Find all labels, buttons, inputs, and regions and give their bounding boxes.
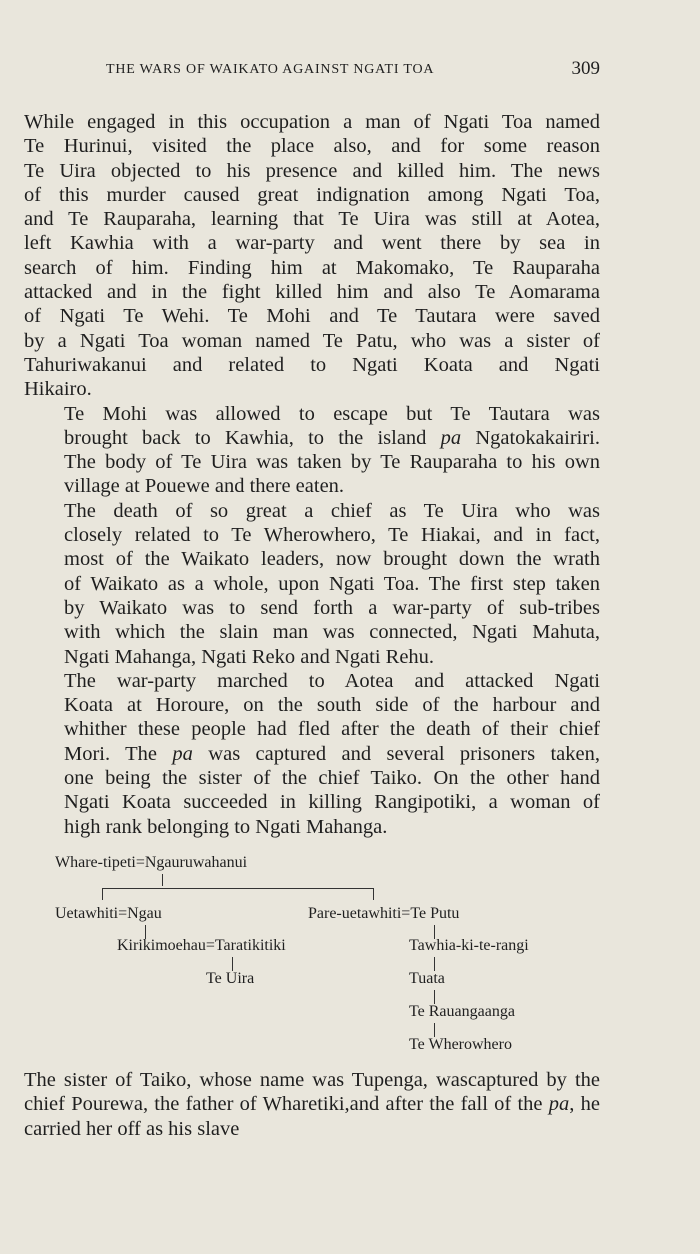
italic-term: pa	[440, 426, 462, 449]
page-number: 309	[571, 58, 600, 79]
text-line: While engaged in this occupation a man of Ngati Toa named	[24, 111, 600, 133]
text-line: Hikairo.	[24, 378, 92, 401]
text-line: attacked and in the fight killed him and also Te Aomarama	[24, 281, 600, 304]
closing-paragraph	[24, 1068, 600, 1141]
italic-term: pa	[172, 742, 193, 765]
running-head: THE WARS OF WAIKATO AGAINST NGATI TOA	[106, 62, 435, 77]
genealogy-right-couple: Pare-uetawhiti=Te Putu	[308, 905, 460, 922]
text-line: by a Ngati Toa woman named Te Patu, who was a sister of	[24, 329, 600, 352]
text-line: most of the Waikato leaders, now brought down the wrath	[64, 548, 600, 571]
text-line: Te Hurinui, visited the place also, and for some reason	[24, 135, 600, 158]
body-text	[24, 110, 600, 839]
text-line: one being the sister of the chief Taiko. On the other hand	[64, 767, 600, 790]
paragraph	[24, 499, 600, 669]
paragraph	[24, 402, 600, 499]
text-line: left Kawhia with a war-party and went there by sea in	[24, 232, 600, 255]
text-line: Tahuriwakanui and related to Ngati Koata and Ngati	[24, 353, 600, 376]
genealogy-right-descendant: Tuata	[409, 970, 445, 987]
text-line: Te Mohi was allowed to escape but Te Tautara was	[64, 402, 600, 425]
text-line: Ngati Mahanga, Ngati Reko and Ngati Rehu.	[64, 645, 435, 668]
text-line: The war-party marched to Aotea and attacked Ngati	[64, 669, 600, 692]
text-line: whither these people had fled after the death of their chief	[64, 718, 600, 741]
genealogy-chart	[0, 848, 700, 1063]
text-line: by Waikato was to send forth a war-party of sub-tribes	[64, 596, 600, 619]
genealogy-right-descendant: Te Rauangaanga	[409, 1003, 515, 1020]
text-line: high rank belonging to Ngati Mahanga.	[64, 815, 388, 838]
text-line: of Ngati Te Wehi. Te Mohi and Te Tautara were saved	[24, 305, 600, 328]
text-line: and after the fall of the pa, he carried her off as his slave	[24, 1093, 600, 1140]
text-line: closely related to Te Wherowhero, Te Hiakai, and in fact,	[64, 524, 600, 547]
text-line: Koata at Horoure, on the south side of the harbour and	[64, 694, 600, 717]
text-line: of this murder caused great indignation among Ngati Toa,	[24, 183, 600, 206]
genealogy-left-couple: Uetawhiti=Ngau	[55, 905, 162, 922]
text-line: Te Uira objected to his presence and killed him. The news	[24, 159, 600, 182]
text-line: The sister of Taiko, whose name was Tupenga, was	[24, 1069, 468, 1091]
genealogy-top-couple: Whare-tipeti=Ngauruwahanui	[55, 854, 248, 871]
genealogy-left-grandchild: Te Uira	[206, 970, 255, 987]
text-line: and Te Rauparaha, learning that Te Uira was still at Aotea,	[24, 208, 600, 231]
text-line: of Waikato as a whole, upon Ngati Toa. The first step taken	[64, 572, 600, 595]
text-line: search of him. Finding him at Makomako, Te Rauparaha	[24, 256, 600, 279]
text-line: village at Pouewe and there eaten.	[64, 475, 345, 498]
text-line: Mori. The pa was captured and several prisoners taken,	[64, 742, 600, 765]
italic-term: pa	[548, 1093, 570, 1116]
genealogy-right-descendant: Tawhia-ki-te-rangi	[409, 937, 529, 954]
paragraph	[24, 110, 600, 402]
text-line: with which the slain man was connected, Ngati Mahuta,	[64, 621, 600, 644]
page-header	[24, 58, 600, 88]
genealogy-right-descendant: Te Wherowhero	[409, 1036, 512, 1053]
text-line: The death of so great a chief as Te Uira who was	[64, 499, 600, 522]
genealogy-left-child-couple: Kirikimoehau=Taratikitiki	[117, 937, 286, 954]
text-line: brought back to Kawhia, to the island pa Ngatokakairiri.	[64, 426, 600, 449]
text-line: The body of Te Uira was taken by Te Rauparaha to his own	[64, 451, 600, 474]
paragraph	[24, 1068, 600, 1141]
text-line: Ngati Koata succeeded in killing Rangipotiki, a woman of	[64, 791, 600, 814]
paragraph	[24, 669, 600, 839]
text-line: captured by the chief Pourewa, the father of Wharetiki,	[24, 1069, 600, 1116]
